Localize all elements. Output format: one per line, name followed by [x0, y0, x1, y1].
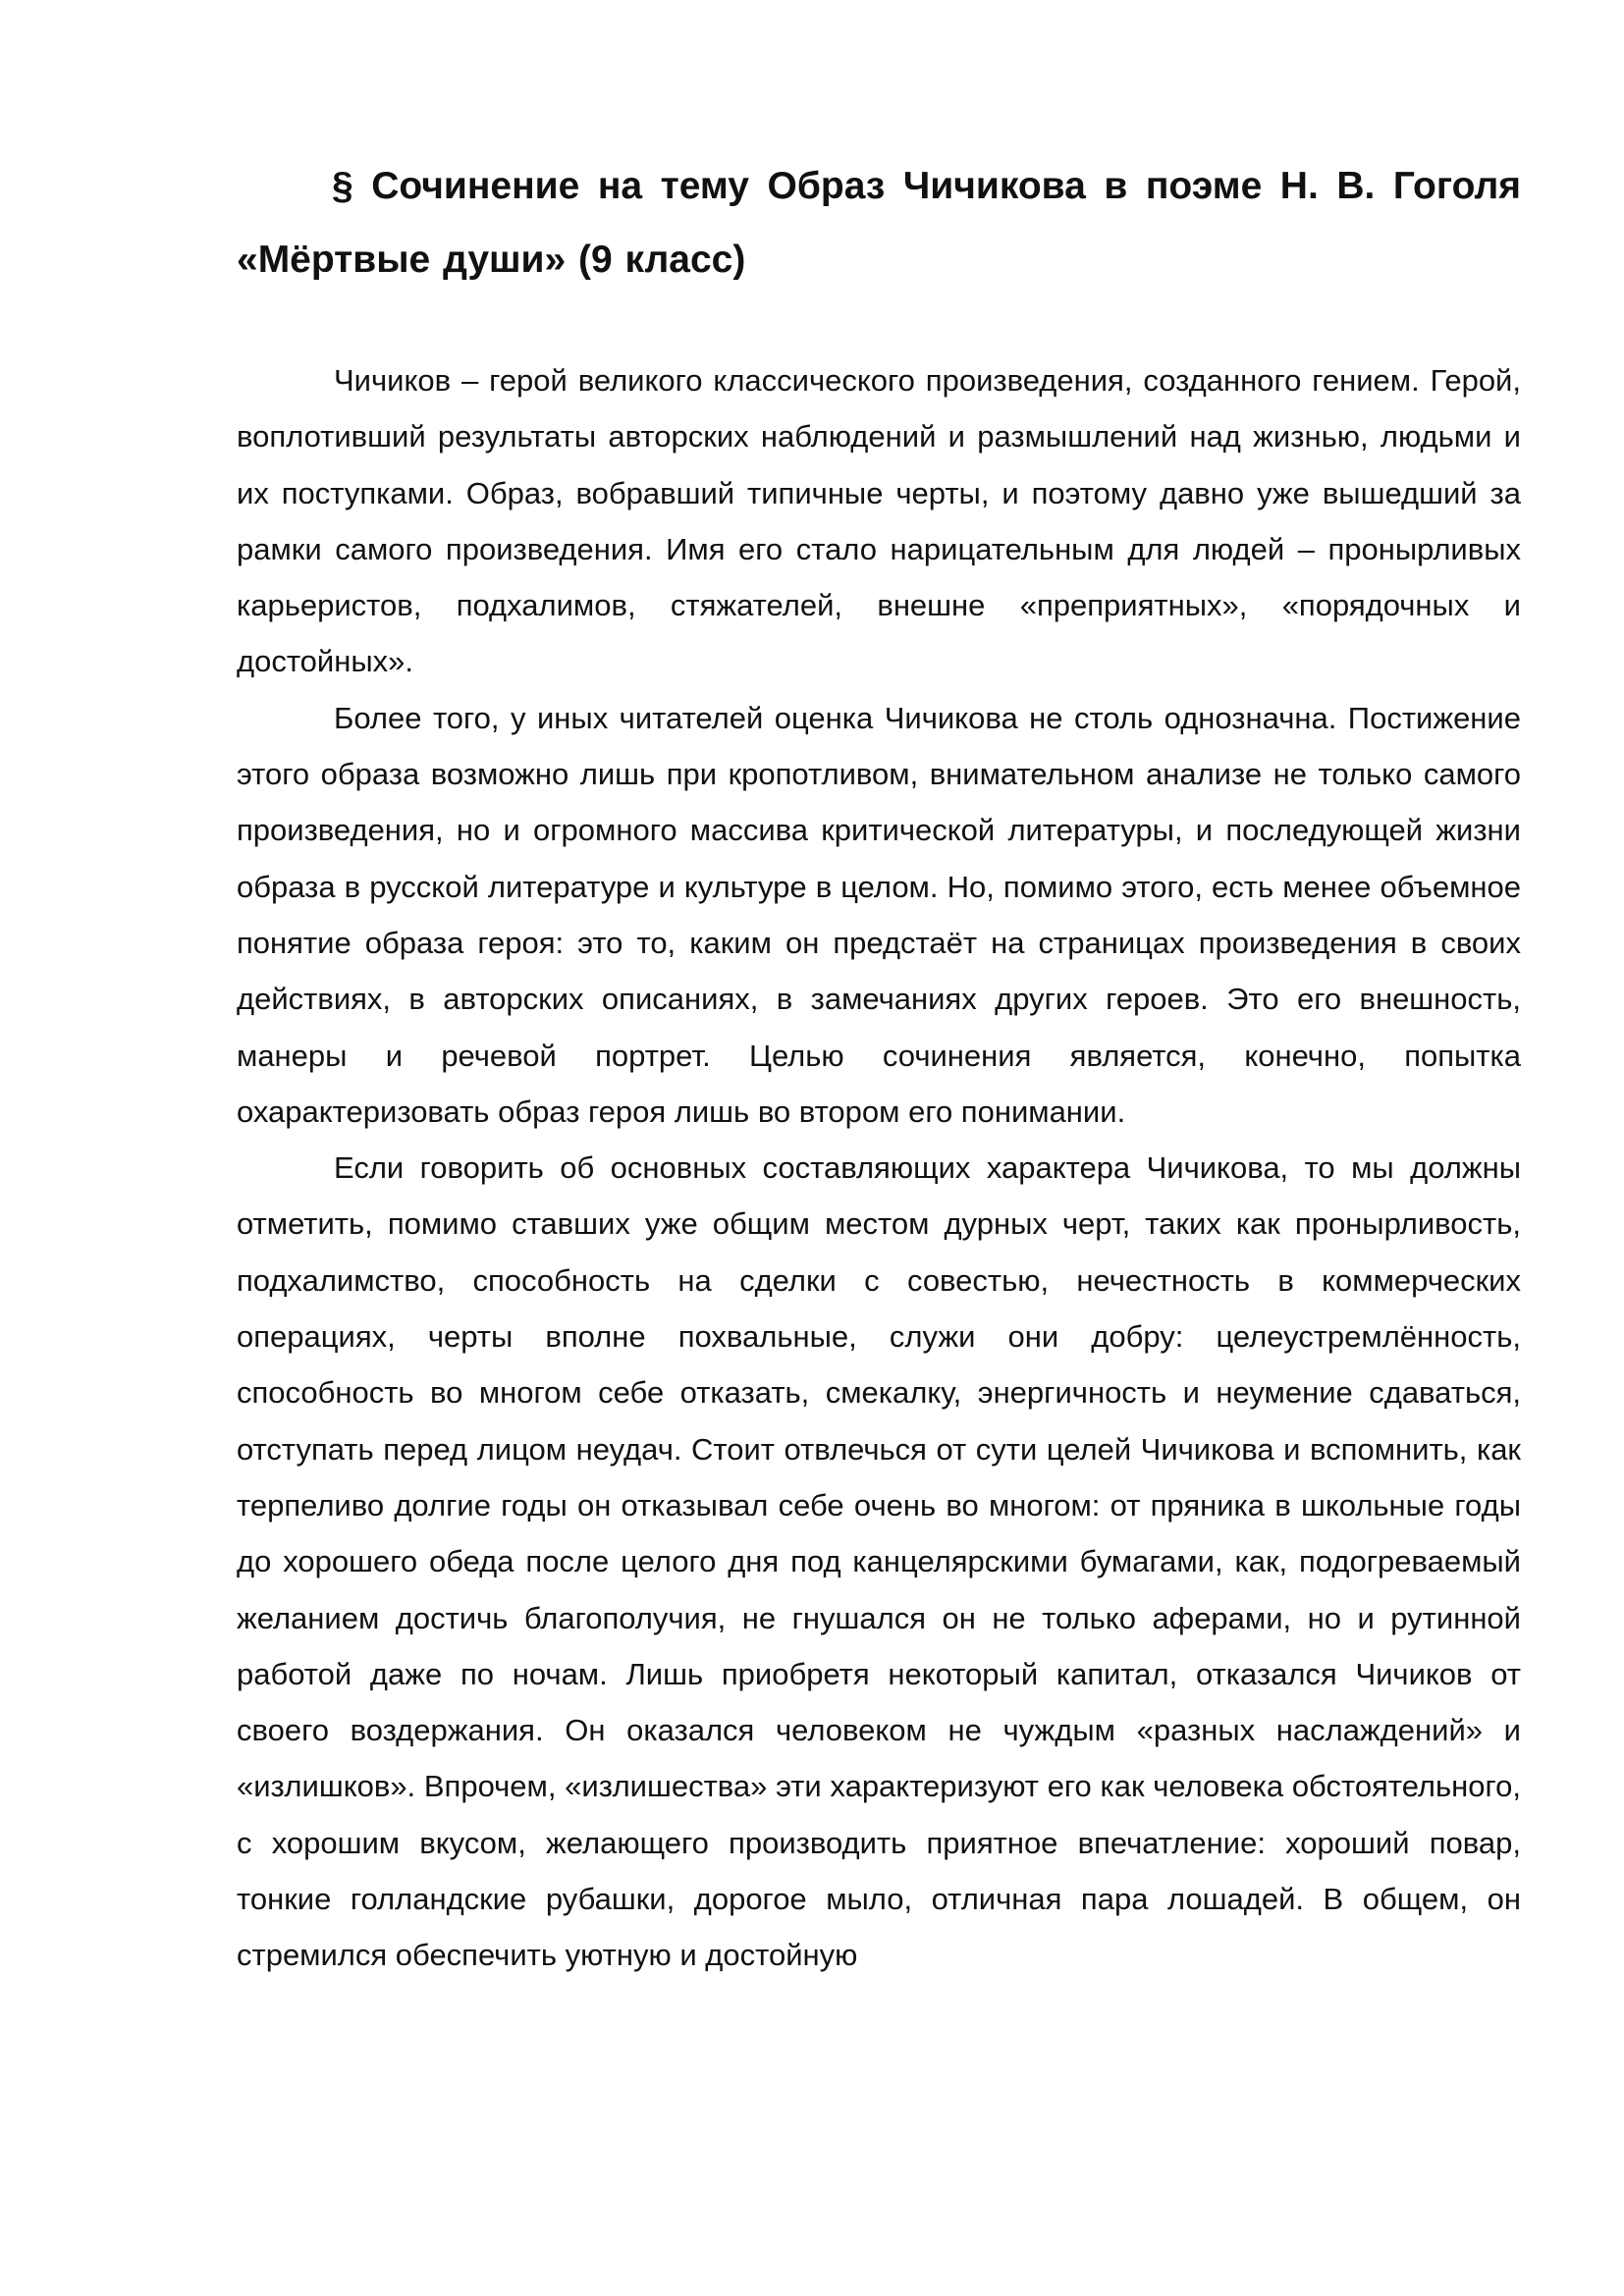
paragraph-3: Если говорить об основных составляющих характера Чичикова, то мы должны отметить, помимо ставших уже общим местом дурных черт, таких как пронырливость, подхалимство, способность на сделки с совестью, нечестность в коммерческих операциях, черты вполне похвальные, служи они добру: целеустремлённость, способность во многом себе отказать, смекалку, энергичность и неумение сдаваться, отступать перед лицом неудач. Стоит отвлечься от сути целей Чичикова и вспомнить, как терпеливо долгие годы он отказывал себе очень во многом: от пряника в школьные годы до хорошего обеда после целого дня под канцелярскими бумагами, как, подогреваемый желанием достичь благополучия, не гнушался он не только аферами, но и рутинной работой даже по ночам. Лишь приобретя некоторый капитал, отказался Чичиков от своего воздержания. Он оказался человеком не чуждым «разных наслаждений» и «излишков». Впрочем, «излишества» эти характеризуют его как человека обстоятельного, с хорошим вкусом, желающего производить приятное впечатление: хороший повар, тонкие голландские рубашки, дорогое мыло, отличная пара лошадей. В общем, он стремился обеспечить уютную и достойную: [237, 1150, 1521, 1973]
page-title: § Сочинение на тему Образ Чичикова в поэме Н. В. Гоголя «Мёртвые души» (9 класс): [237, 165, 1521, 281]
essay-body: [237, 352, 1521, 1984]
paragraph-2: Более того, у иных читателей оценка Чичикова не столь однозначна. Постижение этого образа возможно лишь при кропотливом, внимательном анализе не только самого произведения, но и огромного массива критической литературы, и последующей жизни образа в русской литературе и культуре в целом. Но, помимо этого, есть менее объемное понятие образа героя: это то, каким он предстаёт на страницах произведения в своих действиях, в авторских описаниях, в замечаниях других героев. Это его внешность, манеры и речевой портрет. Целью сочинения является, конечно, попытка охарактеризовать образ героя лишь во втором его понимании.: [237, 700, 1521, 1129]
document-content: [237, 149, 1521, 1984]
paragraph-1: Чичиков – герой великого классического произведения, созданного гением. Герой, воплотивший результаты авторских наблюдений и размышлений над жизнью, людьми и их поступками. Образ, вобравший типичные черты, и поэтому давно уже вышедший за рамки самого произведения. Имя его стало нарицательным для людей – пронырливых карьеристов, подхалимов, стяжателей, внешне «преприятных», «порядочных и достойных».: [237, 363, 1521, 679]
